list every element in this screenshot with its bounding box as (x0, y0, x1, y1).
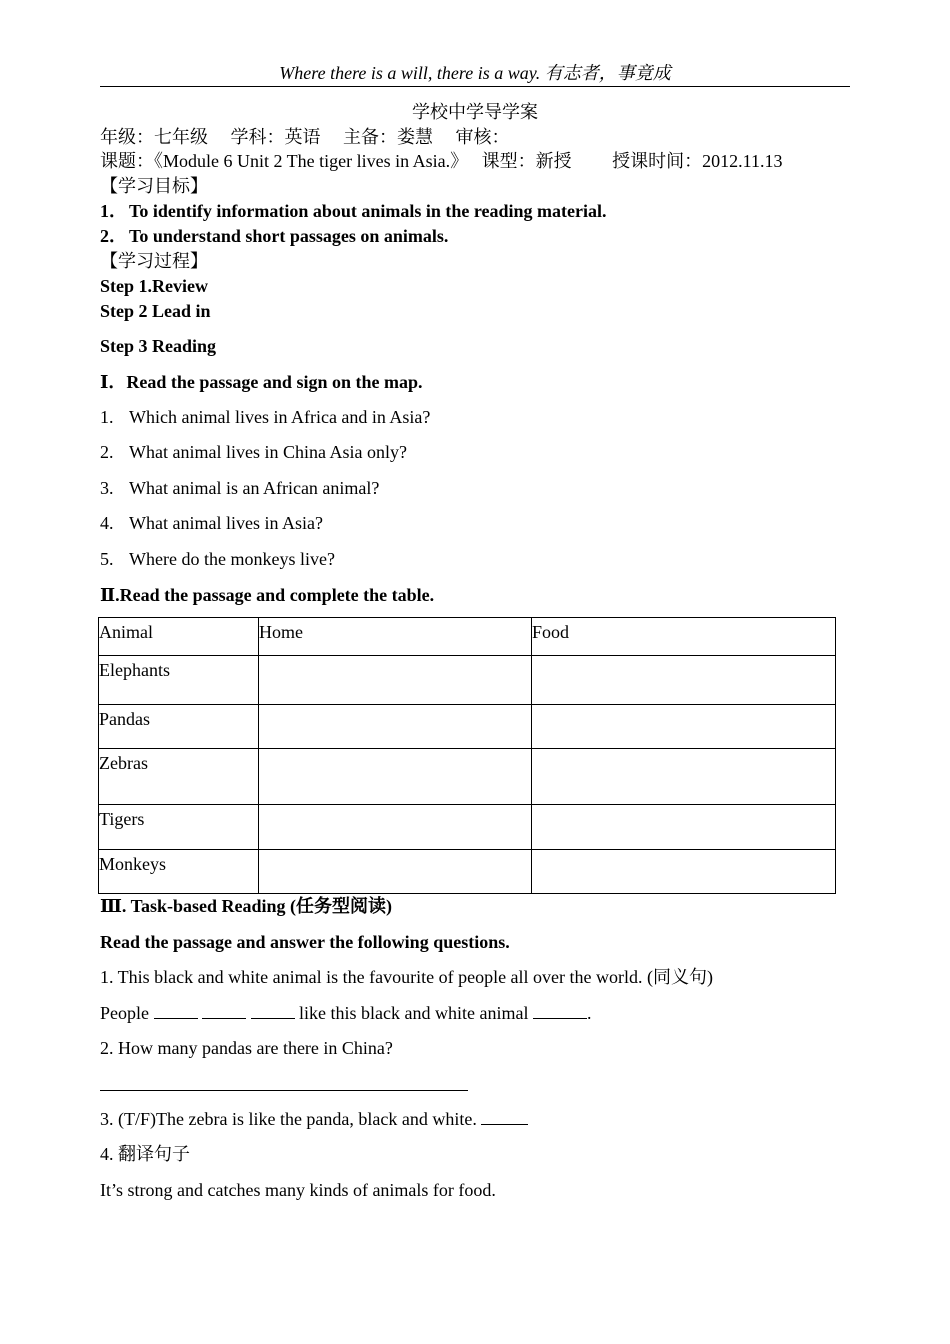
column-header-animal: Animal (99, 618, 259, 656)
home-cell[interactable] (259, 705, 532, 749)
question-item (100, 511, 323, 535)
answer-blank[interactable] (481, 1107, 528, 1125)
home-cell[interactable] (259, 749, 532, 805)
table-row (99, 805, 836, 850)
food-cell[interactable] (532, 656, 836, 705)
column-header-food: Food (532, 618, 836, 656)
objective-number: 2． (100, 226, 127, 246)
q1-answer-end: . (586, 1003, 592, 1023)
question-number: 3. (100, 478, 114, 498)
answer-blank[interactable] (251, 1001, 295, 1019)
table-row (99, 705, 836, 749)
objective-text: To identify information about animals in the reading material. (129, 201, 607, 221)
part3-question-3-line (100, 1107, 528, 1131)
part3-heading: Ⅲ. Task-based Reading (任务型阅读) (100, 896, 392, 916)
animal-table (98, 617, 836, 894)
animal-cell: Tigers (99, 805, 259, 850)
process-heading: 【学习过程】 (100, 251, 208, 271)
answer-blank[interactable] (533, 1001, 587, 1019)
part3-question-4: 4. 翻译句子 (100, 1144, 190, 1164)
part3-question-2: 2. How many pandas are there in China? (100, 1038, 393, 1058)
home-cell[interactable] (259, 850, 532, 894)
answer-blank[interactable] (154, 1001, 198, 1019)
q1-answer-line (100, 1001, 591, 1025)
question-text: What animal lives in Asia? (129, 513, 323, 533)
part2-heading: Ⅱ.Read the passage and complete the table. (100, 585, 435, 605)
objectives-heading: 【学习目标】 (100, 176, 208, 196)
question-number: 5. (100, 549, 114, 569)
q2-answer-line[interactable] (100, 1090, 468, 1091)
table-header-row (99, 618, 836, 656)
step-3: Step 3 Reading (100, 336, 217, 356)
animal-cell: Elephants (99, 656, 259, 705)
question-item (100, 476, 379, 500)
q4-sentence: It’s strong and catches many kinds of animals for food. (100, 1180, 496, 1200)
objective-number: 1． (100, 201, 127, 221)
animal-cell: Zebras (99, 749, 259, 805)
header-motto: Where there is a will, there is a way. 有志者，事竟成 (279, 63, 671, 83)
table-row (99, 656, 836, 705)
doc-title: 学校中学导学案 (412, 102, 538, 122)
question-text: Where do the monkeys live? (129, 549, 335, 569)
food-cell[interactable] (532, 850, 836, 894)
question-item (100, 547, 335, 571)
animal-cell: Pandas (99, 705, 259, 749)
header-rule (100, 86, 850, 87)
column-header-home: Home (259, 618, 532, 656)
step-2: Step 2 Lead in (100, 301, 211, 321)
question-text: Which animal lives in Africa and in Asia? (129, 407, 431, 427)
step-1: Step 1.Review (100, 276, 208, 296)
q1-answer-mid: like this black and white animal (299, 1003, 529, 1023)
question-number: 2. (100, 442, 114, 462)
home-cell[interactable] (259, 656, 532, 705)
question-number: 1. (100, 407, 114, 427)
objective-item (100, 199, 607, 223)
q1-answer-start: People (100, 1003, 149, 1023)
question-item (100, 440, 407, 464)
question-text: What animal is an African animal? (129, 478, 380, 498)
question-number: 4. (100, 513, 114, 533)
objective-text: To understand short passages on animals. (129, 226, 449, 246)
food-cell[interactable] (532, 805, 836, 850)
home-cell[interactable] (259, 805, 532, 850)
objective-item (100, 224, 448, 248)
question-item (100, 405, 430, 429)
food-cell[interactable] (532, 705, 836, 749)
table-row (99, 850, 836, 894)
food-cell[interactable] (532, 749, 836, 805)
table-row (99, 749, 836, 805)
answer-blank[interactable] (202, 1001, 246, 1019)
part3-instruction: Read the passage and answer the following questions. (100, 932, 510, 952)
question-text: What animal lives in China Asia only? (129, 442, 407, 462)
animal-cell: Monkeys (99, 850, 259, 894)
meta-line: 年级：七年级 学科：英语 主备：娄慧 审核： (100, 127, 510, 147)
topic-line: 课题：《Module 6 Unit 2 The tiger lives in Asia.》 课型：新授 授课时间：2012.11.13 (100, 151, 783, 171)
part3-question-3: 3. (T/F)The zebra is like the panda, black and white. (100, 1109, 477, 1129)
part3-question-1: 1. This black and white animal is the favourite of people all over the world. (同义句) (100, 967, 714, 987)
part1-heading: Ⅰ．Read the passage and sign on the map. (100, 372, 423, 392)
